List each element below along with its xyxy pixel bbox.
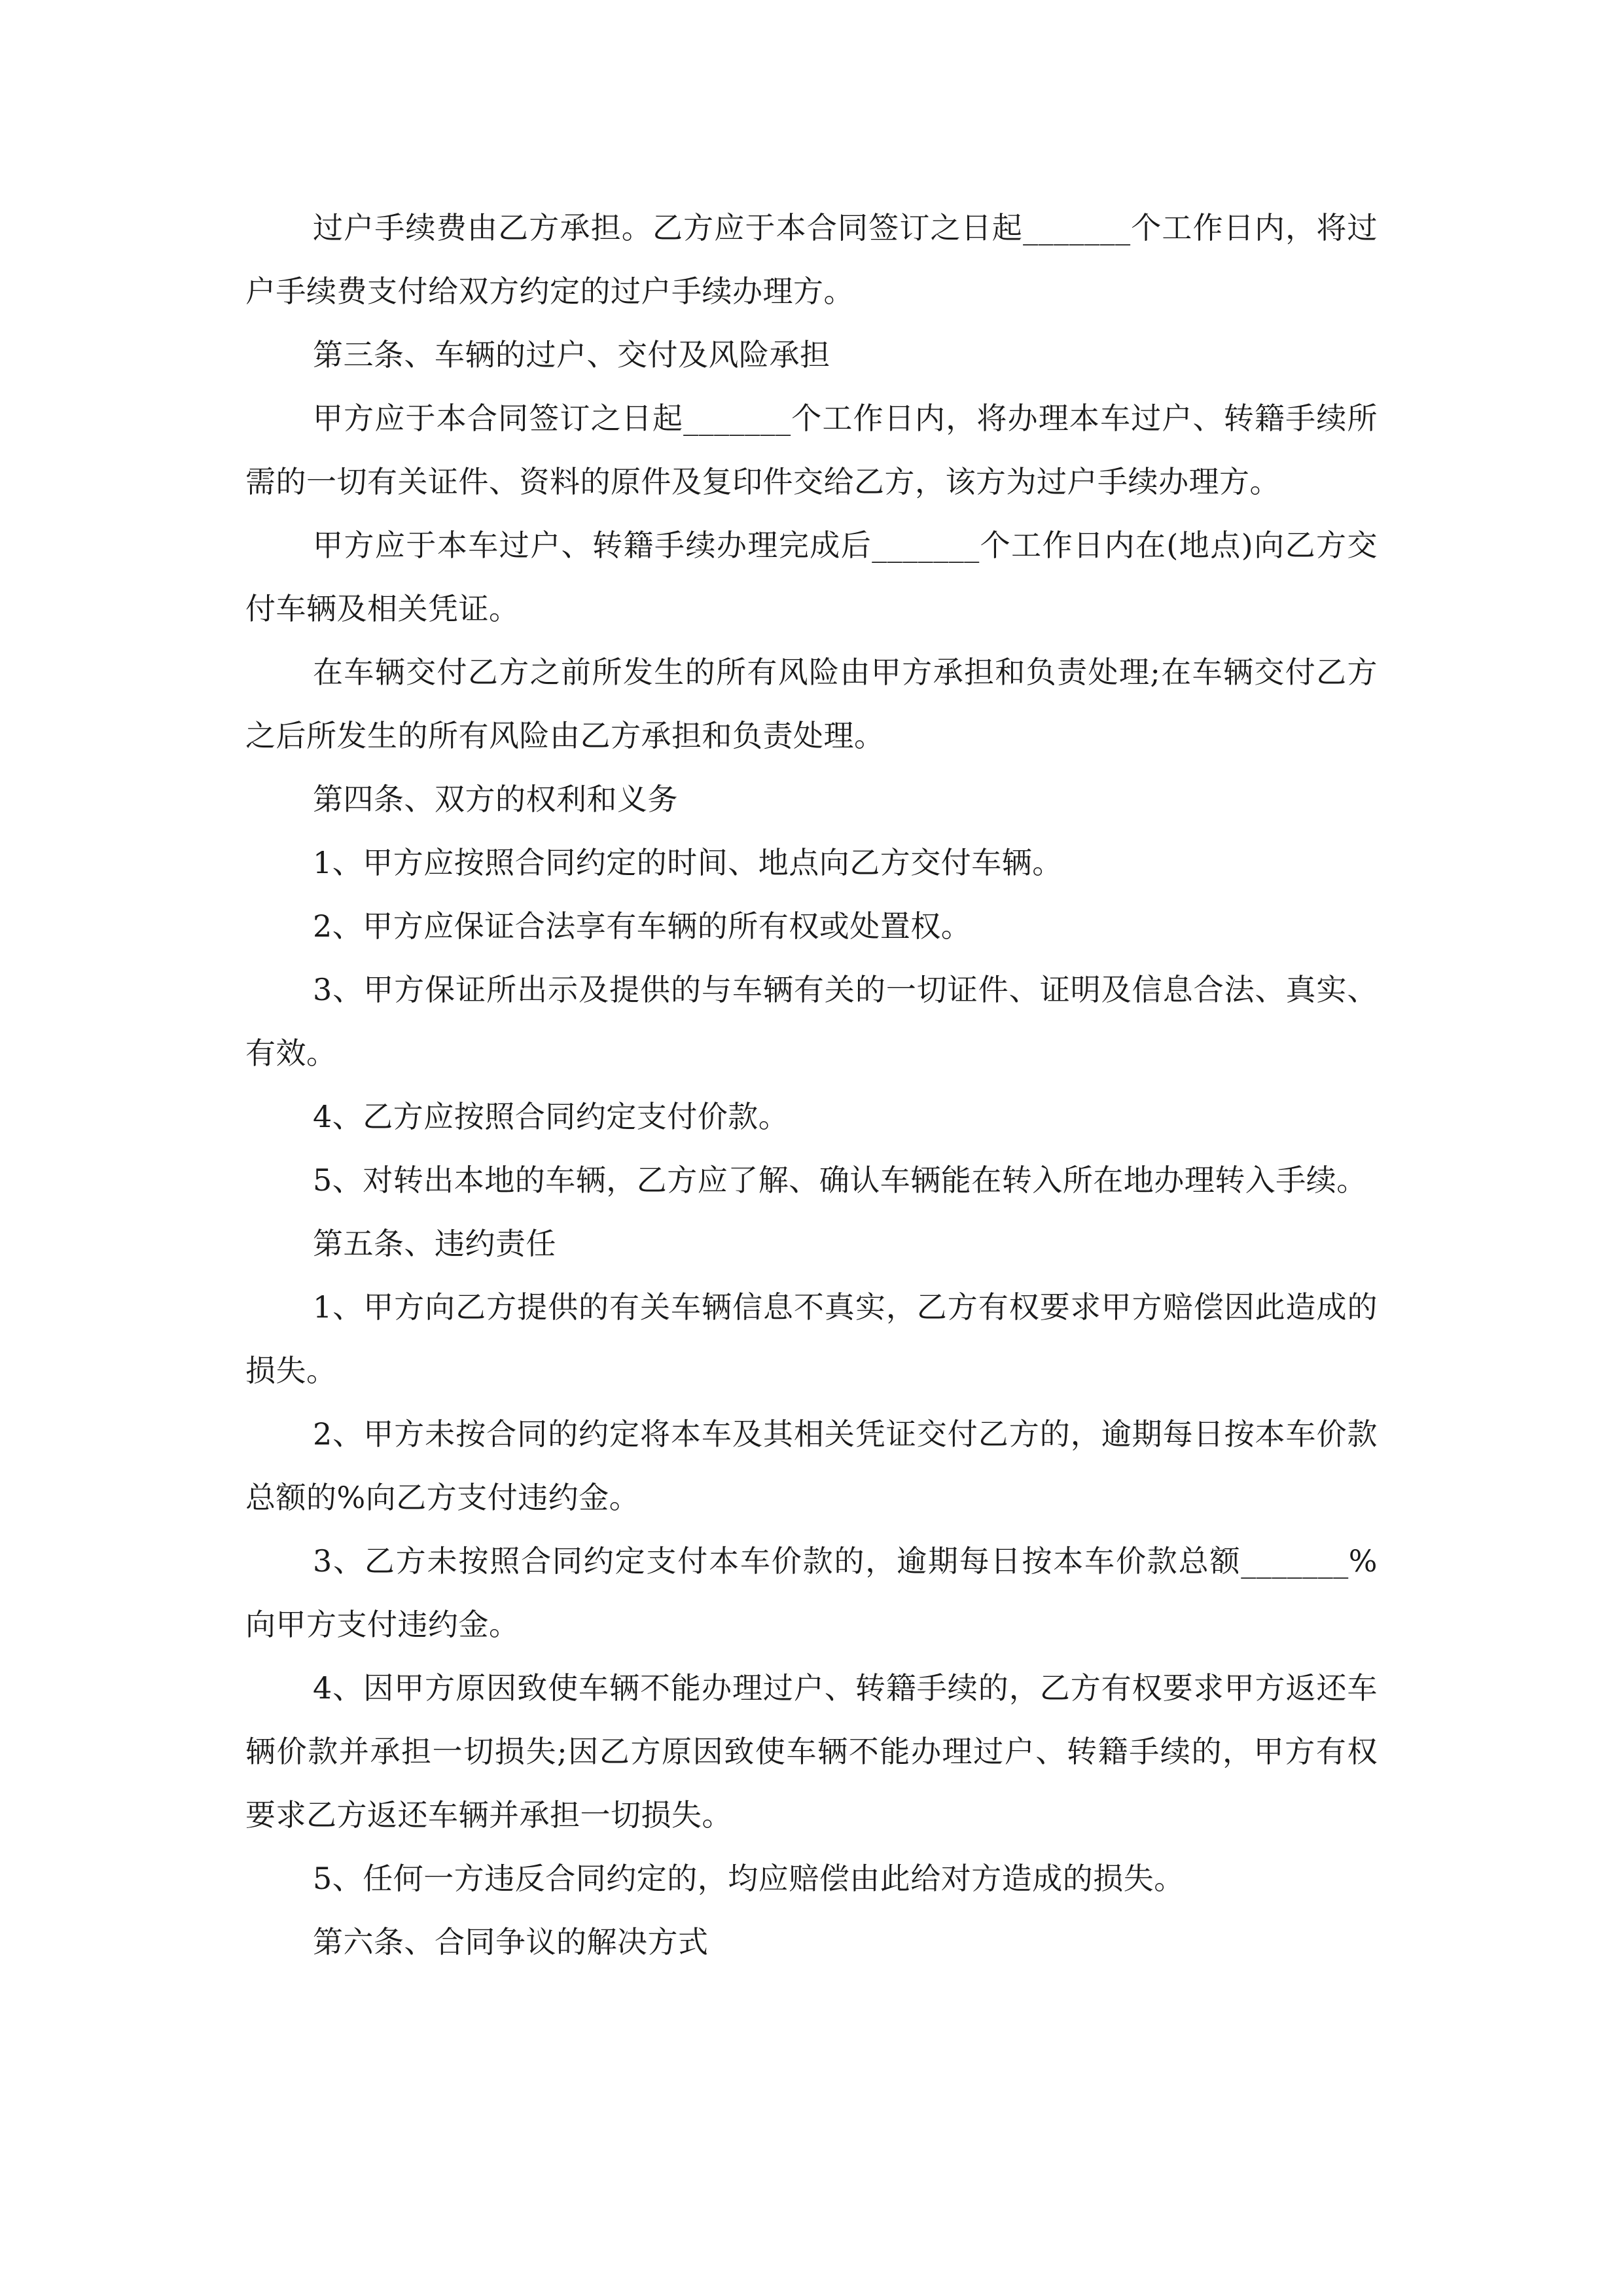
list-item-liability-5: 5、任何一方违反合同约定的，均应赔偿由此给对方造成的损失。 (313, 1861, 1185, 1896)
list-item-liability-4: 4、因甲方原因致使车辆不能办理过户、转籍手续的，乙方有权要求甲方返还车辆价款并承担一切损失;因乙方原因致使车辆不能办理过户、转籍手续的，甲方有权要求乙方返还车辆并承担一切损失。 (245, 1670, 1378, 1833)
heading-article-6: 第六条、合同争议的解决方式 (313, 1924, 709, 1960)
list-item-rights-3: 3、甲方保证所出示及提供的与车辆有关的一切证件、证明及信息合法、真实、有效。 (245, 972, 1378, 1071)
paragraph-transfer-fee: 过户手续费由乙方承担。乙方应于本合同签订之日起_______个工作日内，将过户手续费支付给双方约定的过户手续办理方。 (245, 210, 1378, 309)
heading-article-3: 第三条、车辆的过户、交付及风险承担 (313, 337, 830, 372)
paragraph-documents-delivery: 甲方应于本合同签订之日起_______个工作日内，将办理本车过户、转籍手续所需的一切有关证件、资料的原件及复印件交给乙方，该方为过户手续办理方。 (245, 401, 1378, 499)
list-item-rights-5: 5、对转出本地的车辆，乙方应了解、确认车辆能在转入所在地办理转入手续。 (313, 1162, 1367, 1198)
paragraph-risk: 在车辆交付乙方之前所发生的所有风险由甲方承担和负责处理;在车辆交付乙方之后所发生的所有风险由乙方承担和负责处理。 (245, 655, 1378, 753)
list-item-rights-4: 4、乙方应按照合同约定支付价款。 (313, 1099, 789, 1134)
list-item-rights-2: 2、甲方应保证合法享有车辆的所有权或处置权。 (313, 908, 972, 944)
heading-article-4: 第四条、双方的权利和义务 (313, 781, 678, 817)
list-item-liability-3: 3、乙方未按照合同约定支付本车价款的，逾期每日按本车价款总额_______%向甲方支付违约金。 (245, 1543, 1378, 1642)
paragraph-vehicle-delivery: 甲方应于本车过户、转籍手续办理完成后_______个工作日内在(地点)向乙方交付车辆及相关凭证。 (245, 528, 1378, 626)
heading-article-5: 第五条、违约责任 (313, 1226, 556, 1261)
list-item-liability-1: 1、甲方向乙方提供的有关车辆信息不真实，乙方有权要求甲方赔偿因此造成的损失。 (245, 1289, 1378, 1388)
document-page (245, 196, 1378, 1974)
list-item-rights-1: 1、甲方应按照合同约定的时间、地点向乙方交付车辆。 (313, 845, 1063, 880)
list-item-liability-2: 2、甲方未按合同的约定将本车及其相关凭证交付乙方的，逾期每日按本车价款总额的%向乙方支付违约金。 (245, 1416, 1378, 1515)
